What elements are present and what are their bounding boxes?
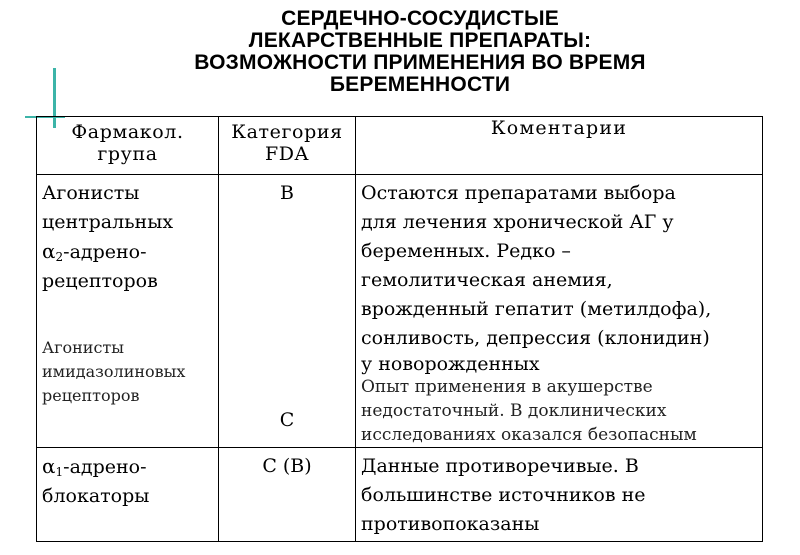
alpha-symbol: α — [42, 454, 56, 478]
group-line: блокаторы — [42, 485, 150, 507]
header-fda-category — [219, 117, 356, 175]
group-alpha-line — [42, 452, 213, 482]
group-cell — [37, 448, 219, 542]
group-line: Агонисты — [42, 182, 140, 204]
header-comments: Коментарии — [356, 117, 763, 175]
comment-line: Данные противоречивые. В — [361, 455, 639, 477]
group-line: имидазолиновых — [42, 362, 186, 381]
comment-line: большинстве источников не — [361, 484, 646, 506]
header-group-line: група — [97, 143, 158, 165]
alpha-rest: -адрено- — [63, 241, 147, 263]
comment-line: гемолитическая анемия, — [361, 269, 613, 291]
category-value: B — [280, 182, 294, 204]
header-cat-line: Категория — [231, 121, 343, 143]
slide-title — [100, 8, 740, 96]
comment-line: Остаются препаратами выбора — [361, 182, 676, 204]
comment-cell — [356, 448, 763, 542]
group-cell — [37, 175, 219, 448]
header-cat-line: FDA — [265, 143, 309, 165]
group-line: центральных — [42, 211, 174, 233]
group-line: рецепторов — [42, 386, 140, 405]
category-value: C — [279, 409, 295, 431]
category-cell — [219, 175, 356, 448]
alpha-subscript: 1 — [55, 465, 64, 479]
alpha-subscript: 2 — [55, 250, 64, 264]
title-line: ЛЕКАРСТВЕННЫЕ ПРЕПАРАТЫ: — [248, 29, 592, 52]
comment-line: у новорожденных — [361, 353, 540, 375]
table-row — [37, 448, 763, 542]
group-alpha-line — [42, 237, 213, 267]
title-line: ВОЗМОЖНОСТИ ПРИМЕНЕНИЯ ВО ВРЕМЯ — [194, 51, 646, 74]
comment-cell — [356, 175, 763, 448]
alpha-symbol: α — [42, 239, 56, 263]
table-header-row — [37, 117, 763, 175]
pharmacology-table — [36, 116, 763, 542]
comment-line: исследованиях оказался безопасным — [361, 425, 697, 445]
table-row — [37, 175, 763, 448]
group-line: Агонисты — [42, 338, 125, 357]
comment-line: сонливость, депрессия (клонидин) — [361, 327, 710, 349]
comment-line: врожденный гепатит (метилдофа), — [361, 298, 712, 320]
alpha-rest: -адрено- — [63, 456, 147, 478]
comment-line: беременных. Редко – — [361, 240, 571, 262]
comment-line: противопоказаны — [361, 513, 540, 535]
category-value: C (B) — [262, 455, 312, 477]
title-line: СЕРДЕЧНО-СОСУДИСТЫЕ — [281, 7, 559, 30]
header-group-line: Фармакол. — [71, 121, 184, 143]
title-line: БЕРЕМЕННОСТИ — [329, 73, 511, 96]
comment-line: недостаточный. В доклинических — [361, 401, 667, 421]
header-pharm-group — [37, 117, 219, 175]
group-line: рецепторов — [42, 270, 158, 292]
comment-line: для лечения хронической АГ у — [361, 211, 674, 233]
comment-line: Опыт применения в акушерстве — [361, 377, 653, 397]
category-cell — [219, 448, 356, 542]
